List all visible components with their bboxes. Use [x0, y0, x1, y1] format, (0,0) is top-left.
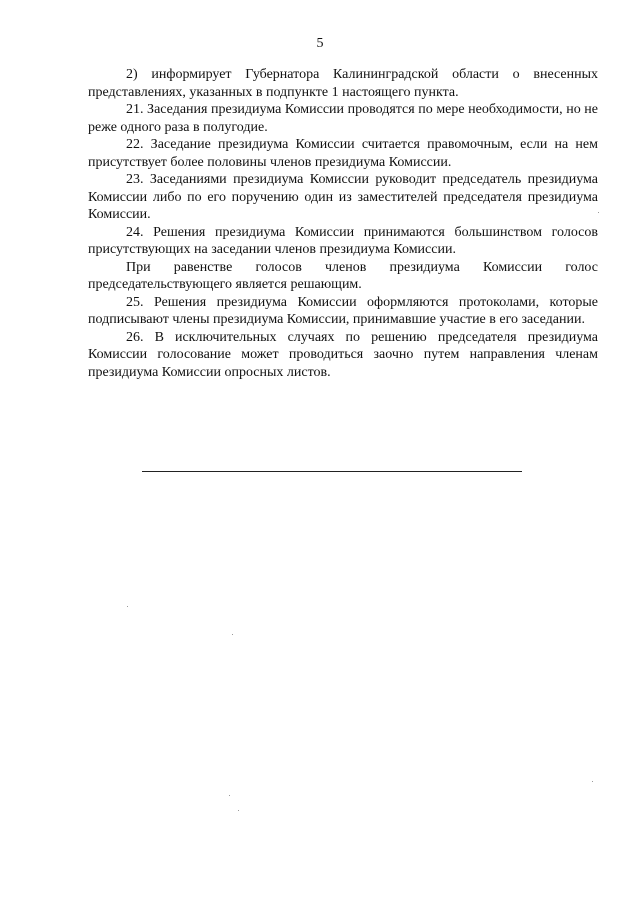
paragraph-24: 24. Решения президиума Комиссии принимаются большинством голосов присутствующих на заседании членов президиума Комиссии.: [88, 224, 598, 257]
paragraph-22: 22. Заседание президиума Комиссии считается правомочным, если на нем присутствует более половины членов президиума Комиссии.: [88, 137, 598, 170]
paragraph-24-tie-vote: При равенстве голосов членов президиума Комиссии голос председательствующего является решающим.: [88, 259, 598, 292]
scan-speck: [229, 795, 230, 796]
paragraph-26: 26. В исключительных случаях по решению председателя президиума Комиссии голосование может проводиться заочно путем направления членам президиума Комиссии опросных листов.: [88, 329, 598, 380]
scan-speck: [232, 634, 233, 635]
end-separator-line: [142, 471, 522, 472]
document-body: [88, 66, 598, 381]
page-number: 5: [316, 36, 324, 51]
scan-speck: [592, 781, 593, 782]
paragraph-25: 25. Решения президиума Комиссии оформляются протоколами, которые подписывают члены президиума Комиссии, принимавшие участие в его заседании.: [88, 294, 598, 327]
scan-speck: [598, 212, 599, 213]
scan-speck: [127, 606, 128, 607]
paragraph-23: 23. Заседаниями президиума Комиссии руководит председатель президиума Комиссии либо по его поручению один из заместителей председателя президиума Комиссии.: [88, 172, 598, 222]
scan-speck: [238, 810, 239, 811]
paragraph-21: 21. Заседания президиума Комиссии проводятся по мере необходимости, но не реже одного раза в полугодие.: [88, 102, 598, 135]
paragraph-item-2: 2) информирует Губернатора Калининградской области о внесенных представлениях, указанных в подпункте 1 настоящего пункта.: [88, 67, 598, 100]
